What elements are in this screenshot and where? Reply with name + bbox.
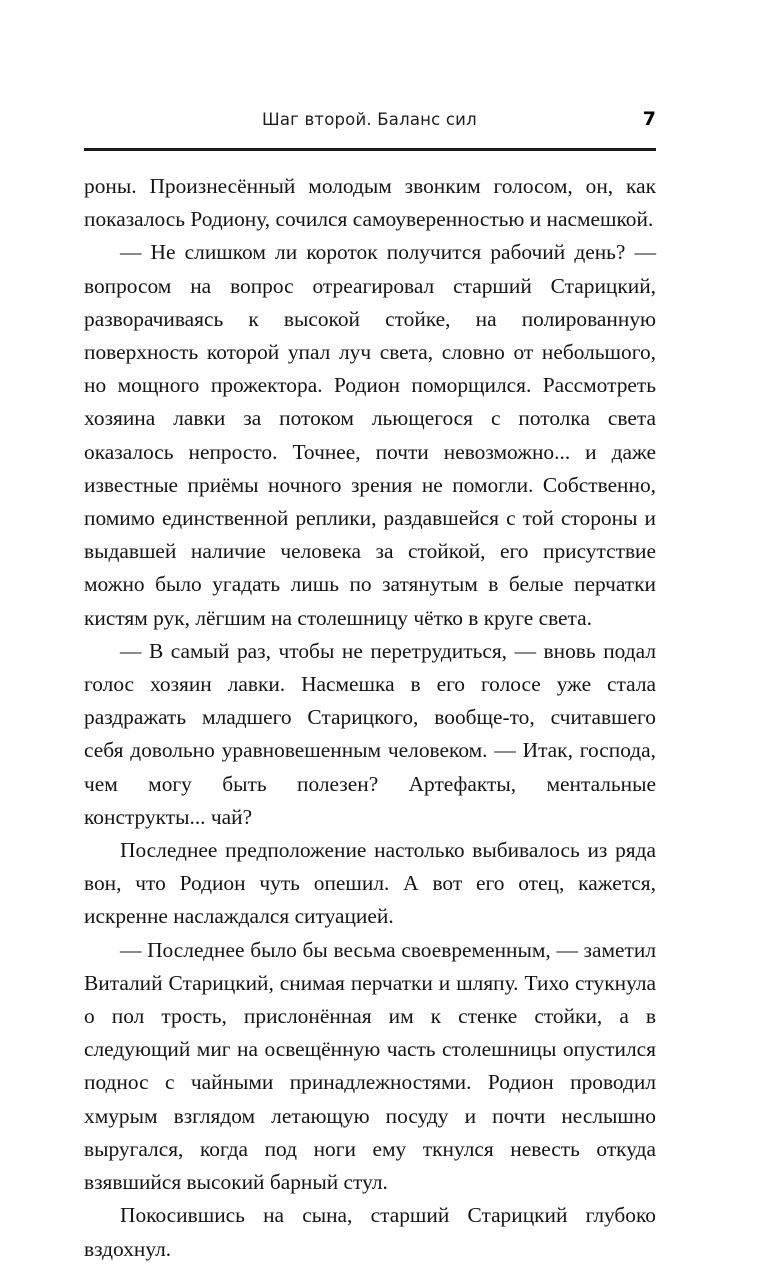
running-title: Шаг второй. Баланс сил (262, 110, 477, 129)
header-divider (84, 148, 656, 151)
body-text (84, 170, 656, 1266)
page-header (84, 108, 656, 130)
paragraph: Последнее предположение настолько выбивалось из ряда вон, что Родион чуть опешил. А вот его отец, кажется, искренне наслаждался ситуацией. (84, 838, 656, 929)
paragraph: — Не слишком ли короток получится рабочий день? — вопросом на вопрос отреагировал старший Старицкий, разворачиваясь к высокой стойке, на полированную поверхность которой упал луч света, словно от небольшого, но мощного прожектора. Родион поморщился. Рассмотреть хозяина лавки за потоком льющегося с потолка света оказалось непросто. Точнее, почти невозможно... и даже известные приёмы ночного зрения не помогли. Собственно, помимо единственной реплики, раздавшейся с той стороны и выдавшей наличие человека за стойкой, его присутствие можно было угадать лишь по затянутым в белые перчатки кистям рук, лёгшим на столешницу чётко в круге света. (84, 240, 656, 630)
paragraph: Покосившись на сына, старший Старицкий глубоко вздохнул. (84, 1203, 656, 1261)
paragraph: — Последнее было бы весьма своевременным, — заметил Виталий Старицкий, снимая перчатки и шляпу. Тихо стукнула о пол трость, прислонённая им к стенке стойки, а в следующий миг на освещённую часть столешницы опустился поднос с чайными принадлежностями. Родион проводил хмурым взглядом летающую посуду и почти неслышно выругался, когда под ноги ему ткнулся невесть откуда взявшийся высокий барный стул. (84, 937, 656, 1195)
page-number: 7 (642, 108, 656, 130)
paragraph: — В самый раз, чтобы не перетрудиться, — вновь подал голос хозяин лавки. Насмешка в его голосе уже стала раздражать младшего Старицкого, вообще-то, считавшего себя довольно уравновешенным человеком. — Итак, господа, чем могу быть полезен? Артефакты, ментальные конструкты... чай? (84, 638, 656, 829)
paragraph: роны. Произнесённый молодым звонким голосом, он, как показалось Родиону, сочился самоуверенностью и насмешкой. (84, 174, 656, 232)
